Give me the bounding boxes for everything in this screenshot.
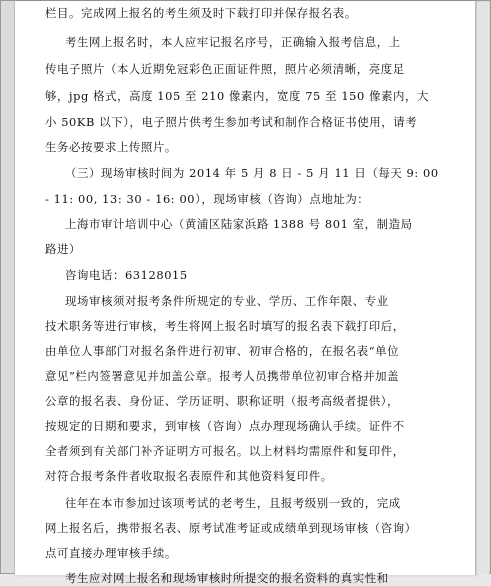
text-line-19: 对符合报考条件者收取报名表原件和其他资料复印件。 xyxy=(45,469,333,483)
text-line-2: 考生网上报名时，本人应牢记报名序号，正确输入报考信息，上 xyxy=(65,35,401,49)
text-line-3: 传电子照片（本人近期免冠彩色正面证件照，照片必须清晰，亮度足 xyxy=(45,62,405,76)
text-line-22: 点可直接办理审核手续。 xyxy=(45,546,177,560)
text-line-17: 按规定的日期和要求，到审核（咨询）点办理现场确认手续。证件不 xyxy=(45,419,405,433)
text-line-13: 技术职务等进行审核，考生将网上报名时填写的报名表下载打印后， xyxy=(45,319,405,333)
text-line-10: 路进） xyxy=(45,242,81,256)
text-line-8: - 11: 00, 13: 30 - 16: 00），现场审核（咨询）点地址为： xyxy=(45,192,370,206)
text-line-14: 由单位人事部门对报名条件进行初审、初审合格的，在报名表“单位 xyxy=(45,344,400,358)
text-line-12: 现场审核须对报考条件所规定的专业、学历、工作年限、专业 xyxy=(65,294,389,308)
text-line-15: 意见”栏内签署意见并加盖公章。报考人员携带单位初审合格并加盖 xyxy=(45,369,400,383)
text-line-20: 往年在本市参加过该项考试的老考生，且报考级别一致的，完成 xyxy=(65,496,401,510)
text-line-6: 生务必按要求上传照片。 xyxy=(45,140,177,154)
text-line-11: 咨询电话：63128015 xyxy=(65,268,188,282)
text-line-1: 栏目。完成网上报名的考生须及时下载打印并保存报名表。 xyxy=(45,6,357,20)
vertical-scrollbar[interactable] xyxy=(476,2,489,574)
text-line-16: 公章的报名表、身份证、学历证明、职称证明（报考高级者提供）， xyxy=(45,394,400,408)
text-line-18: 全者须到有关部门补齐证明方可报名。以上材料均需原件和复印件， xyxy=(45,444,405,458)
document-page xyxy=(14,1,476,585)
text-line-21: 网上报名后，携带报名表、原考试准考证或成绩单到现场审核（咨询） xyxy=(45,521,417,535)
text-line-4: 够，jpg 格式，高度 105 至 210 像素内，宽度 75 至 150 像素内，大 xyxy=(45,89,430,103)
text-line-9: 上海市审计培训中心（黄浦区陆家浜路 1388 号 801 室，制造局 xyxy=(65,217,413,231)
text-line-7: （三）现场审核时间为 2014 年 5 月 8 日 - 5 月 11 日（每天 9: 00 xyxy=(65,166,439,180)
text-line-23: 考生应对网上报名和现场审核时所提交的报名资料的真实性和 xyxy=(65,571,389,585)
text-line-5: 小 50KB 以下），电子照片供考生参加考试和制作合格证书使用，请考 xyxy=(45,115,418,129)
